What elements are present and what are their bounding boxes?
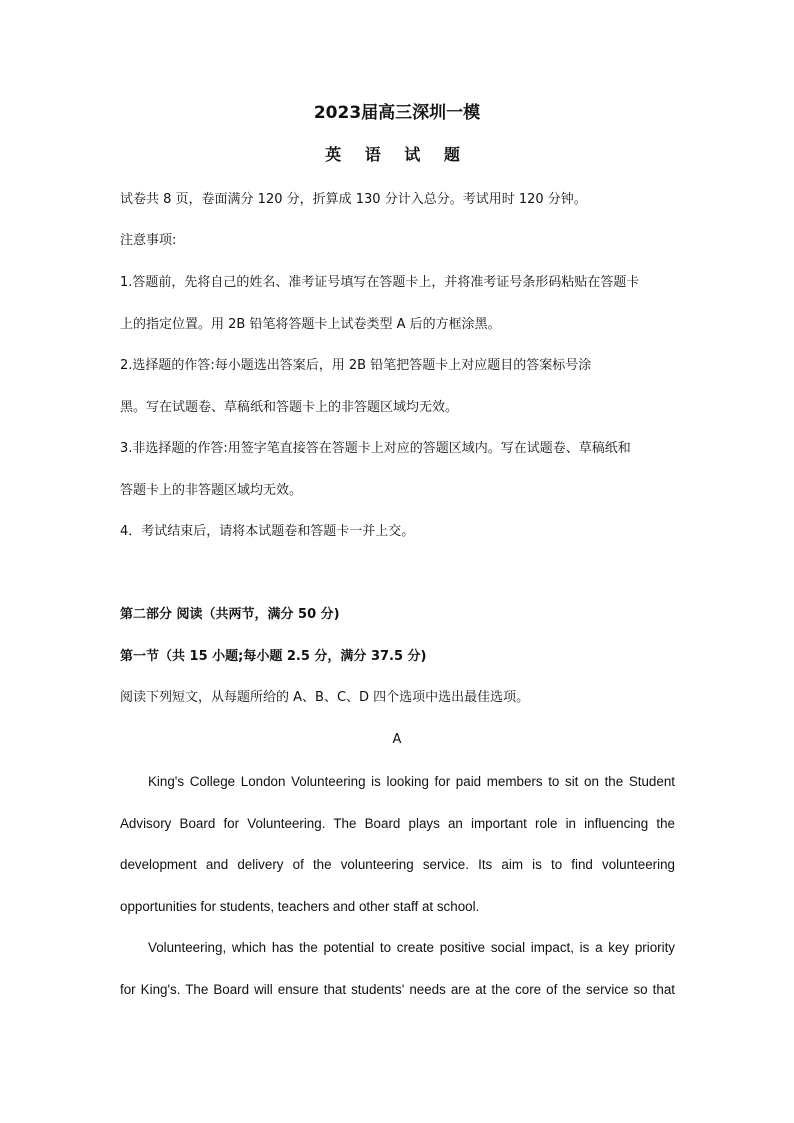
exam-title: 2023届高三深圳一模 [313,103,481,123]
notice-line: 2.选择题的作答:每小题选出答案后，用 2B 铅笔把答题卡上对应题目的答案标号涂 [120,358,592,373]
notice-line: 3.非选择题的作答:用签字笔直接答在答题卡上对应的答题区域内。写在试题卷、草稿纸和 [120,441,631,456]
notice-line: 上的指定位置。用 2B 铅笔将答题卡上试卷类型 A 后的方框涂黑。 [120,317,501,332]
passage-line: for King's. The Board will ensure that students' needs are at the core of the service so that [120,982,675,997]
notice-line: 答题卡上的非答题区域均无效。 [120,483,303,498]
notice-line: 黑。写在试题卷、草稿纸和答题卡上的非答题区域均无效。 [120,400,459,415]
passage-line: Volunteering, which has the potential to create positive social impact, is a key priority [148,940,675,955]
passage-line: opportunities for students, teachers and other staff at school. [120,899,480,914]
part-title: 第二部分 阅读（共两节，满分 50 分) [120,607,340,622]
passage-line: development and delivery of the volunteering service. Its aim is to find volunteering [120,857,675,872]
exam-subtitle: 英 语 试 题 [325,145,469,164]
notice-line: 4．考试结束后，请将本试题卷和答题卡一并上交。 [120,524,415,539]
notice-title: 注意事项: [120,233,177,248]
section-instruction: 阅读下列短文，从每题所给的 A、B、C、D 四个选项中选出最佳选项。 [120,690,530,705]
notice-line: 1.答题前，先将自己的姓名、准考证号填写在答题卡上，并将准考证号条形码粘贴在答题卡 [120,275,640,290]
exam-intro: 试卷共 8 页，卷面满分 120 分，折算成 130 分计入总分。考试用时 120 分钟。 [120,192,587,207]
passage-line: Advisory Board for Volunteering. The Board plays an important role in influencing the [120,816,675,831]
section-title: 第一节（共 15 小题;每小题 2.5 分，满分 37.5 分) [120,649,427,664]
passage-line: King's College London Volunteering is looking for paid members to sit on the Student [148,774,675,789]
passage-label: A [392,732,402,747]
